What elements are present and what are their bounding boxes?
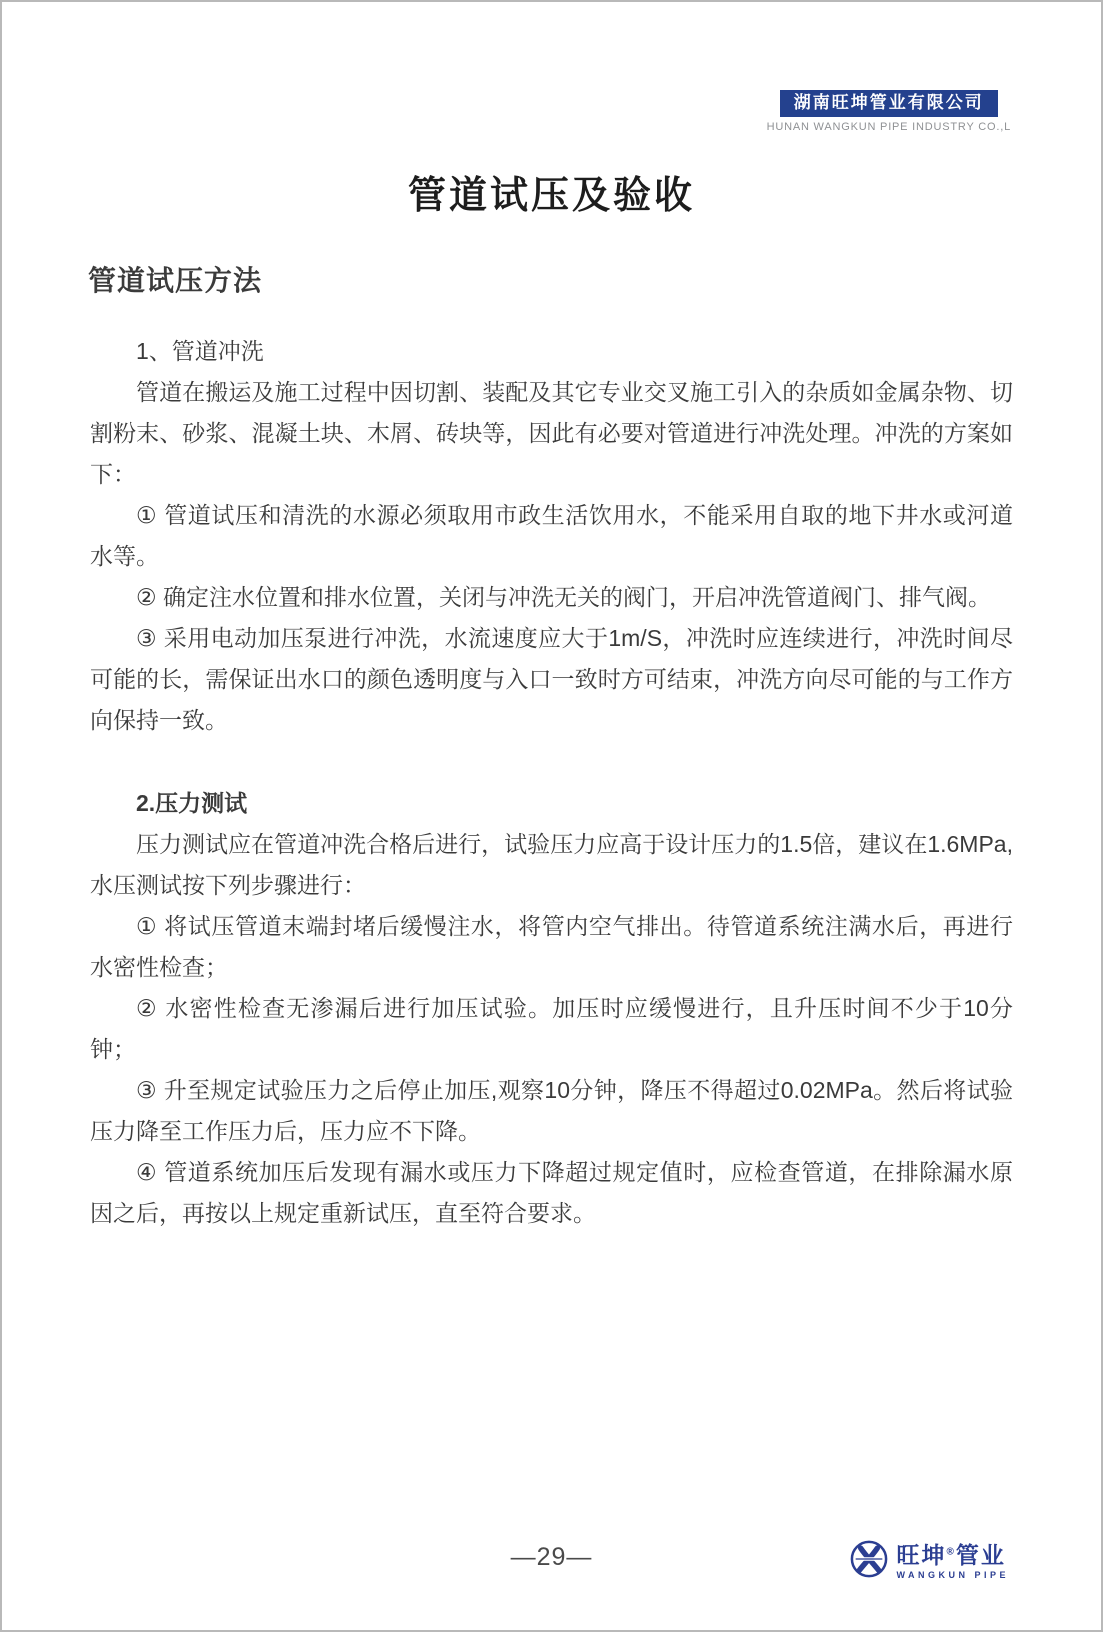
item-2-title: 2.压力测试 bbox=[136, 790, 248, 816]
wangkun-logo-icon bbox=[849, 1539, 889, 1584]
item-1-title: 1、管道冲洗 bbox=[136, 338, 264, 364]
item-2-intro-paragraph: 压力测试应在管道冲洗合格后进行，试验压力应高于设计压力的1.5倍，建议在1.6MPa,水压测试按下列步骤进行： bbox=[90, 831, 1013, 898]
company-header bbox=[767, 90, 1011, 133]
item-1-intro-paragraph: 管道在搬运及施工过程中因切割、装配及其它专业交叉施工引入的杂质如金属杂物、切割粉末、砂浆、混凝土块、木屑、砖块等，因此有必要对管道进行冲洗处理。冲洗的方案如下： bbox=[90, 379, 1013, 487]
company-name-banner: 湖南旺坤管业有限公司 bbox=[780, 90, 998, 117]
section-heading: 管道试压方法 bbox=[88, 265, 263, 296]
flush-step-2: ② 确定注水位置和排水位置，关闭与冲洗无关的阀门，开启冲洗管道阀门、排气阀。 bbox=[136, 584, 992, 610]
logo-text bbox=[896, 1541, 1009, 1580]
logo-chinese-name bbox=[896, 1542, 1005, 1568]
page-title: 管道试压及验收 bbox=[407, 175, 695, 217]
pressure-step-1: ① 将试压管道末端封堵后缓慢注水，将管内空气排出。待管道系统注满水后，再进行水密性检查； bbox=[90, 913, 1013, 980]
flush-step-3: ③ 采用电动加压泵进行冲洗，水流速度应大于1m/S，冲洗时应连续进行，冲洗时间尽可能的长，需保证出水口的颜色透明度与入口一致时方可结束，冲洗方向尽可能的与工作方向保持一致。 bbox=[90, 625, 1013, 733]
company-name-english: HUNAN WANGKUN PIPE INDUSTRY CO.,L bbox=[766, 121, 1011, 134]
registered-mark: ® bbox=[946, 1545, 956, 1557]
logo-cn-left: 旺坤 bbox=[896, 1541, 947, 1568]
page-number: —29— bbox=[510, 1543, 593, 1571]
logo-english-name: WANGKUN PIPE bbox=[896, 1569, 1009, 1580]
pressure-step-3: ③ 升至规定试验压力之后停止加压,观察10分钟，降压不得超过0.02MPa。然后将试验压力降至工作压力后，压力应不下降。 bbox=[90, 1077, 1013, 1144]
logo-cn-right: 管业 bbox=[955, 1541, 1006, 1568]
body-content bbox=[90, 331, 1013, 1234]
flush-step-1: ① 管道试压和清洗的水源必须取用市政生活饮用水，不能采用自取的地下井水或河道水等。 bbox=[90, 502, 1013, 569]
pressure-step-2: ② 水密性检查无渗漏后进行加压试验。加压时应缓慢进行，且升压时间不少于10分钟； bbox=[90, 995, 1013, 1062]
footer-logo bbox=[849, 1539, 1009, 1584]
pressure-step-4: ④ 管道系统加压后发现有漏水或压力下降超过规定值时，应检查管道，在排除漏水原因之后，再按以上规定重新试压，直至符合要求。 bbox=[90, 1159, 1013, 1226]
